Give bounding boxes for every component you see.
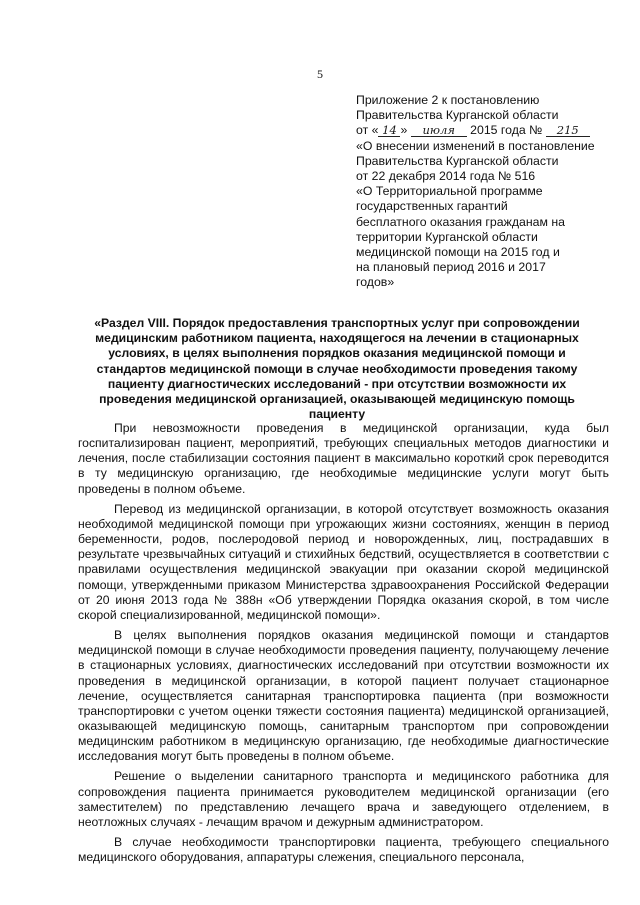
appendix-line: на плановый период 2016 и 2017	[356, 260, 546, 275]
body-paragraph: Перевод из медицинской организации, в которой отсутствует возможность оказания необходимой медицинской помощи при угрожающих жизни состояниях, женщин в период беременности, родов, послеродовой период и новорожденных, лиц, пострадавших в результате чрезвычайных ситуаций и стихийных бедствий, осуществляется в соответствии с правилами осуществления медицинской эвакуации при оказании скорой медицинской помощи, утвержденными приказом Министерства здравоохранения Российской Федерации от 20 июня 2013 года № 388н «Об утверждении Порядка оказания скорой, в том числе скорой специализированной, медицинской помощи».	[78, 501, 609, 622]
body-paragraph: В случае необходимости транспортировки пациента, требующего специального медицинского оборудования, аппаратуры слежения, специального персонала,	[78, 835, 609, 865]
body-paragraph: При невозможности проведения в медицинской организации, куда был госпитализирован пациент, мероприятий, требующих специальных методов диагностики и лечения, после стабилизации состояния пациент в максимально короткий срок переводится в ту медицинскую организацию, где необходимые медицинские услуги могут быть проведены в полном объеме.	[78, 421, 609, 496]
appendix-line: «О внесении изменений в постановление	[356, 138, 595, 153]
appendix-line: медицинской помощи на 2015 год и	[356, 245, 560, 260]
appendix-line: «О Территориальной программе	[356, 184, 543, 199]
handwritten-number: 215	[546, 124, 590, 137]
handwritten-month: июля	[411, 124, 467, 137]
appendix-header	[356, 93, 626, 291]
appendix-line: Правительства Курганской области	[356, 153, 559, 168]
page-number: 5	[317, 67, 323, 81]
body-text	[78, 421, 609, 865]
appendix-line: Правительства Курганской области	[356, 108, 559, 123]
section-title: «Раздел VIII. Порядок предоставления транспортных услуг при сопровождении медицинским работником пациента, находящегося на лечении в стационарных условиях, в целях выполнения порядков оказания медицинской помощи и стандартов медицинской помощи в случае необходимости проведения такому пациенту диагностических исследований - при отсутствии возможности их проведения медицинской организацией, оказывающей медицинскую помощь пациенту	[94, 316, 580, 422]
date-mid: »	[400, 123, 408, 138]
appendix-line: от 22 декабря 2014 года № 516	[356, 169, 536, 184]
appendix-rest	[356, 139, 626, 291]
handwritten-day: 14	[378, 124, 400, 137]
appendix-date-line	[356, 123, 626, 138]
appendix-line: годов»	[356, 275, 395, 290]
appendix-line: территории Курганской области	[356, 229, 538, 244]
body-paragraph: В целях выполнения порядков оказания медицинской помощи и стандартов медицинской помощи в случае необходимости проведения пациенту, получающему лечение в стационарных условиях, диагностических исследований при отсутствии возможности их проведения в медицинской организации, в которой пациент получает стационарное лечение, осуществляется санитарная транспортировка пациента (при возможности транспортировки с учетом оценки тяжести состояния пациента) медицинской организацией, оказывающей медицинскую помощь, санитарным транспортом при сопровождении медицинским работником в медицинскую организацию, где необходимые диагностические исследования могут быть проведены в полном объеме.	[78, 628, 609, 764]
date-year: 2015 года №	[470, 123, 543, 138]
body-paragraph: Решение о выделении санитарного транспорта и медицинского работника для сопровождения пациента принимается руководителем медицинской организации (его заместителем) по представлению лечащего врача и заведующего отделением, в неотложных случаях - лечащим врачом и дежурным администратором.	[78, 769, 609, 829]
appendix-line: государственных гарантий	[356, 199, 508, 214]
appendix-line: Приложение 2 к постановлению	[356, 93, 540, 107]
date-prefix: от «	[356, 123, 379, 138]
appendix-line: бесплатного оказания гражданам на	[356, 214, 565, 229]
